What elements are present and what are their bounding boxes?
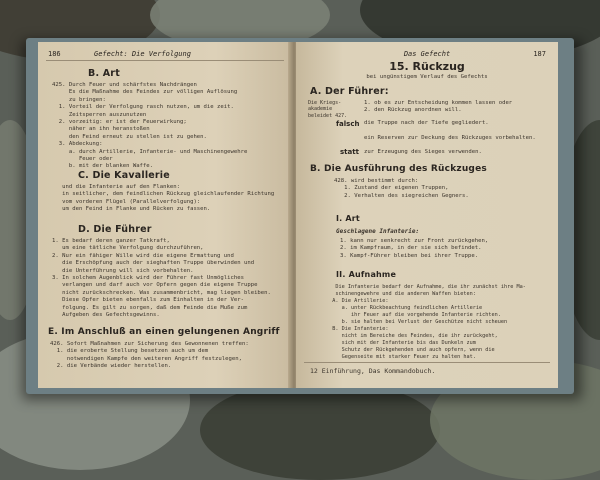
section-text: 1. kann nur senkrecht zur Front zurückgehen, 2. im Kampfraum, in der sie sich befindet. 3. Kampf-Führer bleiben bei ihrer Truppe. <box>340 238 489 259</box>
section-text: 1. Es bedarf deren ganzer Tatkraft, um eine tätliche Verfolgung durchzuführen, 2. Nur ein fähiger Wille wird die eigene Ermattung und die Erschöpfung auch der sieghaften Truppe überwinden und die Unterführung will sich vorbehalten. 3. In solchem Augenblick wird der Führer fast Unmögliches verlangen und darf auch vor Opfern gegen die eigene Truppe nicht zurückschrecken. Was zusammenbricht, mag liegen bleiben. Diese Opfer bieten ebenfalls zum Einhalten in der Ver- folgung. Es gilt zu sorgen, daß dem Feinde die Muße zum Aufgeben des Gefechtsgewinns. <box>52 238 271 319</box>
page-footer: 12 Einführung, Das Kommandobuch. <box>310 367 436 375</box>
section-heading: B. Die Ausführung des Rückzuges <box>310 164 487 174</box>
section-heading: II. Aufnahme <box>336 270 397 279</box>
section-heading: I. Art <box>336 214 360 223</box>
subheading: Geschlagene Infanterie: <box>336 228 420 235</box>
running-title: Das Gefecht <box>403 50 451 58</box>
section-text: 425. Durch Feuer und schärfstes Nachdrängen Es die Maßnahme des Feindes zur völligen Auflösung zu bringen: 1. Vorteil der Verfolgung rasch nutzen, um die zeit. Zeitsperren auszunutzen 2. vorzeitig: er ist der Feuerwirkung; näher an ihn heranstoßen den Feind erneut zu stellen ist zu gehen. 3. Abdeckung: a. durch Artillerie, Infanterie- und Maschinengewehre Feuer oder b. mit der blanken Waffe. <box>52 82 248 170</box>
page-number: 186 <box>48 50 61 58</box>
section-text: und die Infanterie auf den Flanken: in seitlicher, dem feindlichen Rückzug gleichlaufender Richtung vom vorderen Flügel (Parallelverfolgung): um den Feind in Flanke und Rücken zu fassen. <box>62 184 275 213</box>
footer-rule <box>304 362 550 363</box>
section-text: die Truppe nach der Tiefe gegliedert. ein Reserven zur Deckung des Rückzuges vorbehalten. <box>364 120 536 141</box>
section-text: 1. ob es zur Entscheidung kommen lassen oder 2. den Rückzug anordnen will. <box>364 100 513 114</box>
section-text: zur Erzeugung des Sieges verwenden. <box>364 149 482 155</box>
chapter-title: 15. Rückzug <box>389 60 465 73</box>
section-heading: C. Die Kavallerie <box>78 170 170 181</box>
section-heading: B. Art <box>88 68 120 79</box>
section-text: Die Infanterie bedarf der Aufnahme, die ihr zunächst ihre Ma- schinengewehre und die anderen Waffen bieten: A. Die Artillerie: a. unter Rückbeachtung feindlichen Artillerie ihr Feuer auf die vorgehende Infanterie richten. b. sie halten bei Verlust der Geschütze nicht scheuen B. Die Infanterie: nicht im Bereiche des Feindes, die ihr zurückgeht, sich mit der Infanterie bis das Dunkeln zum Schutz der Rückgehenden und auch opfern, wenn die Gegenseite mit starker Feuer zu halten hat. <box>332 284 526 360</box>
header-rule <box>46 60 284 61</box>
section-heading: E. Im Anschluß an einen gelungenen Angriff <box>48 327 280 337</box>
right-page <box>296 42 558 388</box>
section-heading: D. Die Führer <box>78 224 152 235</box>
side-note: Die Kriegs- akademie beleidet 427. <box>308 100 348 119</box>
statt-label: statt <box>340 148 359 156</box>
left-page <box>38 42 292 388</box>
chapter-subtitle: bei ungünstigem Verlauf des Gefechts <box>366 74 488 80</box>
section-text: 426. Sofort Maßnahmen zur Sicherung des Gewonnenen treffen: 1. die eroberte Stellung besetzen auch um dem notwendigen Kampfe den weiteren Angriff festzulegen, 2. die Verbände wieder herstellen. <box>50 341 249 370</box>
page-number: 187 <box>533 50 546 58</box>
section-heading: A. Der Führer: <box>310 86 389 97</box>
falsch-label: falsch <box>336 120 360 128</box>
section-text: 428. wird bestimmt durch: 1. Zustand der eigenen Truppen, 2. Verhalten des siegreichen Gegners. <box>334 178 469 199</box>
running-title: Gefecht: Die Verfolgung <box>94 50 191 58</box>
